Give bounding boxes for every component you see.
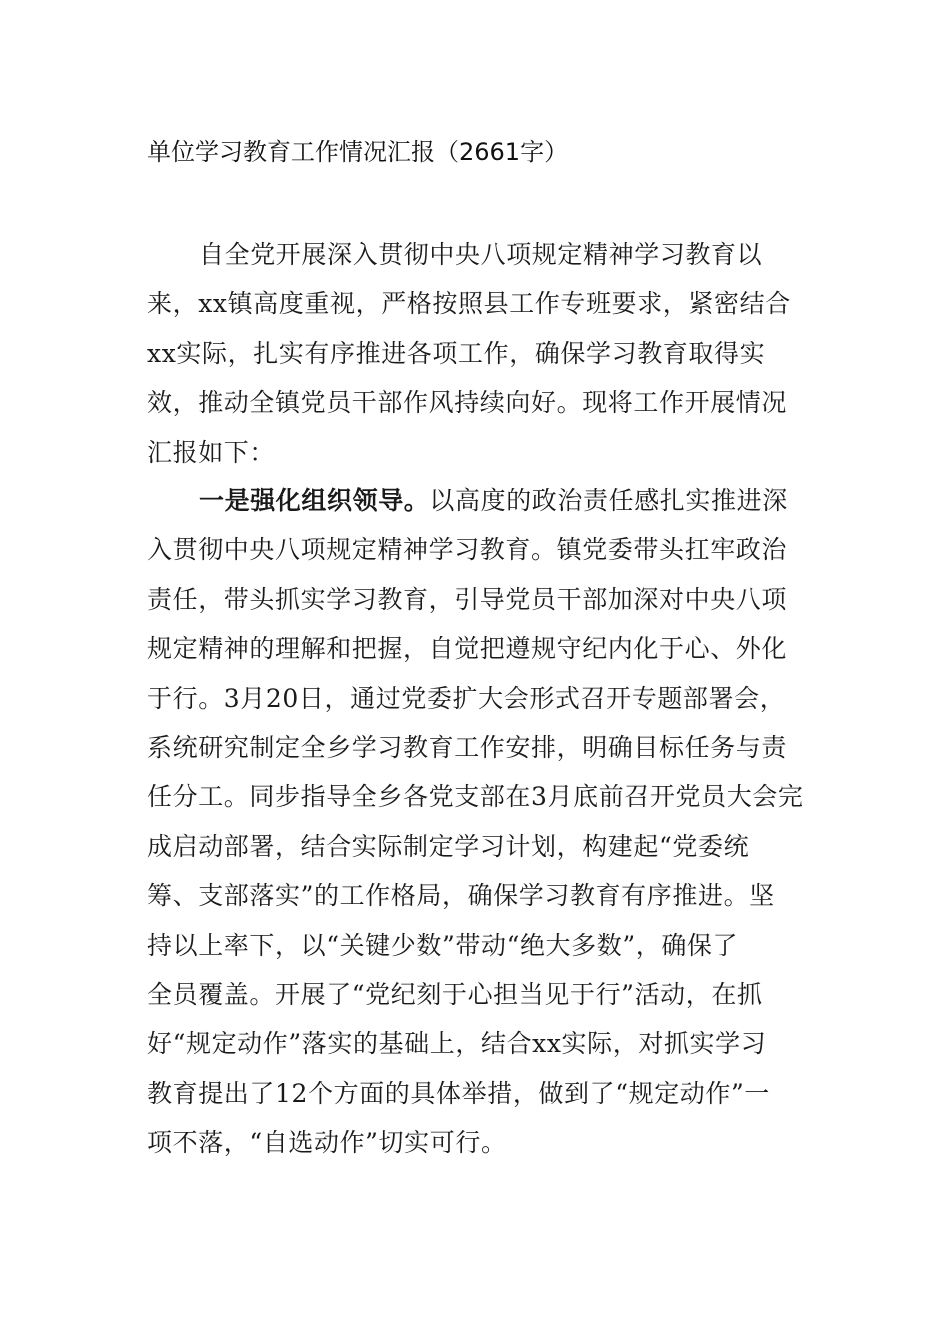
- paragraph-line: 任分工。同步指导全乡各党支部在3月底前召开党员大会完: [147, 782, 804, 812]
- paragraph-line: 效，推动全镇党员干部作风持续向好。现将工作开展情况: [147, 388, 788, 418]
- paragraph-line: 持以上率下，以“关键少数”带动“绝大多数”，确保了: [147, 930, 739, 960]
- section-lead-heading: 一是强化组织领导。: [199, 486, 430, 515]
- paragraph-line: 项不落，“自选动作”切实可行。: [147, 1128, 507, 1158]
- paragraph-line: 成启动部署，结合实际制定学习计划，构建起“党委统: [147, 831, 750, 861]
- paragraph-line: 自全党开展深入贯彻中央八项规定精神学习教育以: [199, 240, 763, 269]
- paragraph-line: 系统研究制定全乡学习教育工作安排，明确目标任务与责: [147, 732, 788, 762]
- paragraph-line: 于行。3月20日，通过党委扩大会形式召开专题部署会，: [147, 683, 786, 713]
- intro-paragraph: [147, 230, 817, 477]
- paragraph-line: 筹、支部落实”的工作格局，确保学习教育有序推进。坚: [147, 881, 775, 911]
- paragraph-line: 教育提出了12个方面的具体举措，做到了“规定动作”一: [147, 1078, 770, 1108]
- paragraph-line: 入贯彻中央八项规定精神学习教育。镇党委带头扛牢政治: [147, 535, 788, 565]
- paragraph-line: 全员覆盖。开展了“党纪刻于心担当见于行”活动，在抓: [147, 979, 763, 1009]
- paragraph-first-line: [147, 476, 817, 525]
- paragraph-text: 以高度的政治责任感扎实推进深: [429, 486, 788, 515]
- paragraph-line: 汇报如下：: [147, 437, 276, 467]
- document-title: 单位学习教育工作情况汇报（2661字）: [147, 138, 569, 166]
- paragraph-line: 好“规定动作”落实的基础上，结合xx实际，对抓实学习: [147, 1029, 767, 1059]
- section-paragraph-organization: [147, 476, 817, 1167]
- paragraph-line: 规定精神的理解和把握，自觉把遵规守纪内化于心、外化: [147, 634, 788, 664]
- paragraph-line: xx实际，扎实有序推进各项工作，确保学习教育取得实: [147, 338, 766, 368]
- paragraph-line: 来，xx镇高度重视，严格按照县工作专班要求，紧密结合: [147, 289, 791, 319]
- paragraph-line: 责任，带头抓实学习教育，引导党员干部加深对中央八项: [147, 584, 788, 614]
